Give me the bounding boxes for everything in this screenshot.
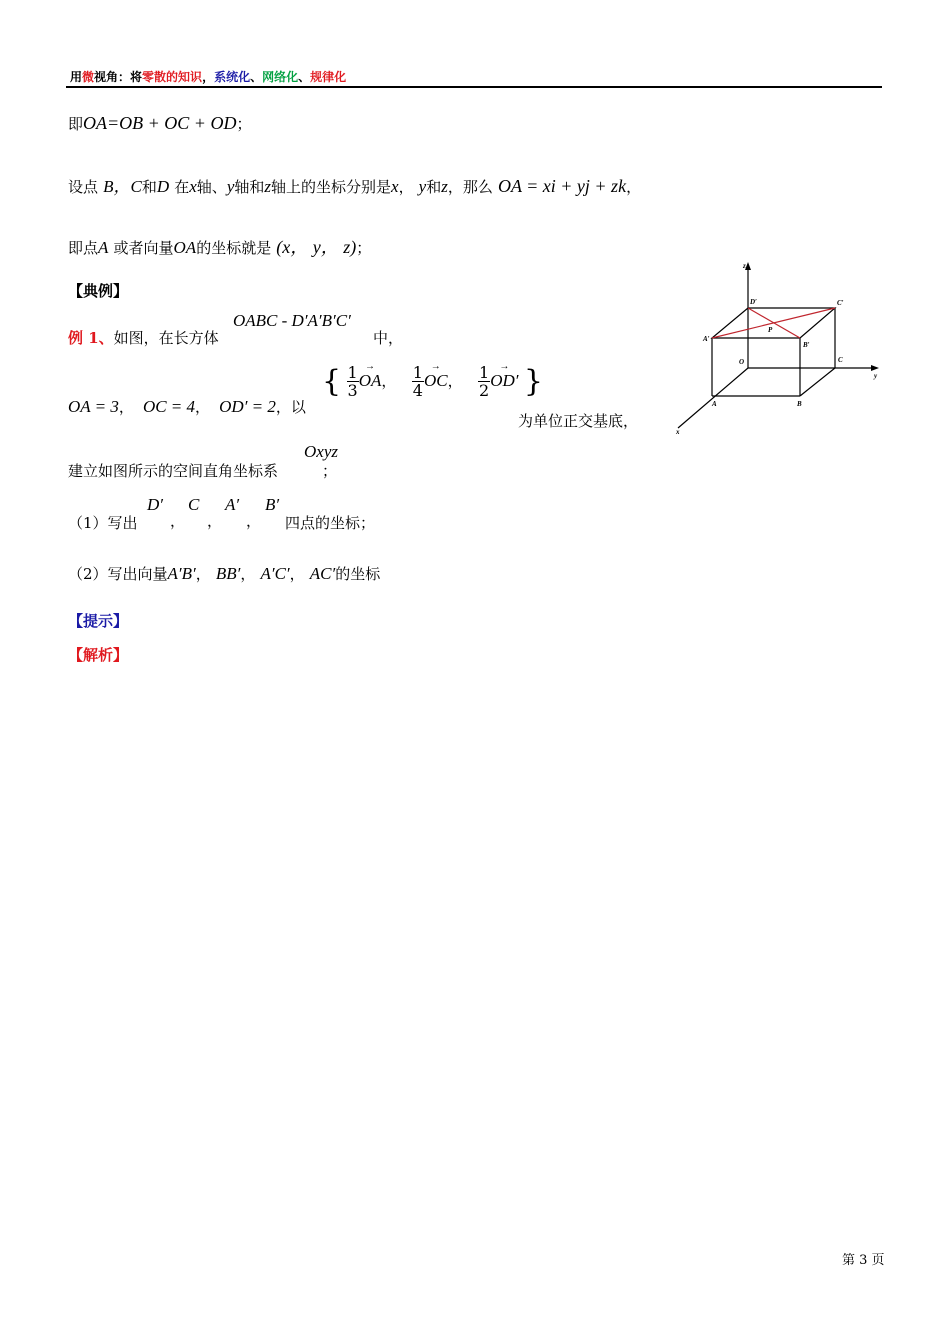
header-part: 系统化 xyxy=(214,70,251,84)
header-part: 规律化 xyxy=(310,70,347,84)
section-dianli: 【典例】 xyxy=(68,282,129,300)
text: ，那么 xyxy=(447,178,493,196)
label-P: P xyxy=(768,326,773,334)
math: z xyxy=(441,177,448,196)
numerator: 1 xyxy=(347,363,358,382)
denominator: 4 xyxy=(412,381,423,400)
text: 或者向量 xyxy=(113,239,174,257)
fraction xyxy=(347,364,359,399)
math: OA xyxy=(173,238,197,257)
q1-prefix: （1）写出 xyxy=(68,514,138,532)
y-arrow xyxy=(871,365,879,371)
math: OC = 4 xyxy=(142,397,196,416)
text: ， xyxy=(381,372,397,390)
label-Dp: D′ xyxy=(750,298,758,306)
text: 四点的坐标； xyxy=(285,514,376,532)
z-arrow xyxy=(745,262,751,270)
header-part: ， xyxy=(202,70,215,84)
label-Cp: C′ xyxy=(837,299,844,307)
header-part: 用 xyxy=(70,70,83,84)
denominator: 2 xyxy=(479,381,490,400)
text: ， xyxy=(447,372,463,390)
math-box-name: OABC - D′A′B′C′ xyxy=(233,311,351,330)
math-vector: → OA xyxy=(359,371,382,391)
label-y: y xyxy=(874,372,878,380)
math-vector: → OC xyxy=(424,371,448,391)
fraction xyxy=(478,364,490,399)
text: ， xyxy=(626,178,642,196)
page-header xyxy=(70,68,346,85)
math-vector-sum: OA=OB + OC + OD xyxy=(83,113,237,133)
math-vector: → OD′ xyxy=(490,371,518,391)
header-part: 零散的知识 xyxy=(142,70,203,84)
math: B′ xyxy=(265,495,280,514)
q2-line xyxy=(68,563,380,584)
math: OD′ = 2 xyxy=(219,397,276,416)
label-z: z xyxy=(743,262,746,270)
text: 即 xyxy=(68,115,84,133)
text: 的坐标 xyxy=(335,565,381,583)
text: 和 xyxy=(426,178,442,196)
line-coord-system xyxy=(68,460,337,481)
text: ， xyxy=(240,565,256,583)
math: D′ xyxy=(147,495,163,514)
label-O: O xyxy=(739,358,745,366)
math-vector: A′B′ xyxy=(167,564,196,583)
text: 轴和 xyxy=(234,178,265,196)
text: ， xyxy=(289,565,305,583)
text: ， xyxy=(246,512,262,530)
text: ； xyxy=(322,462,338,480)
header-part: 视角：将 xyxy=(94,70,143,84)
math: A xyxy=(98,238,109,257)
header-rule xyxy=(66,86,882,88)
text: 轴、 xyxy=(196,178,227,196)
fraction xyxy=(412,364,424,399)
x-axis xyxy=(678,368,748,428)
header-part: 、 xyxy=(250,70,263,84)
math: z xyxy=(264,177,271,196)
text: ， xyxy=(398,178,414,196)
text: ； xyxy=(236,115,252,133)
text: ， xyxy=(195,398,211,416)
cuboid-figure xyxy=(670,258,890,438)
page-number: 第 3 页 xyxy=(842,1253,885,1268)
header-part: 网络化 xyxy=(262,70,299,84)
math: B，C xyxy=(103,177,142,196)
text: ， xyxy=(170,512,186,530)
text: ； xyxy=(356,239,372,257)
numerator: 1 xyxy=(412,363,423,382)
math: C xyxy=(188,495,200,514)
text: 中， xyxy=(373,329,404,347)
math-vector: AC′ xyxy=(309,564,336,583)
math-oxyz: Oxyz xyxy=(304,442,338,461)
example-lengths xyxy=(68,396,306,417)
text: 的坐标就是 xyxy=(196,239,272,257)
label-x: x xyxy=(676,428,680,436)
header-part: 微 xyxy=(82,70,95,84)
label-A: A xyxy=(712,400,717,408)
text: （2）写出向量 xyxy=(68,565,168,583)
label-C: C xyxy=(838,356,843,364)
math-vector-decomposition: OA = xi + yj + zk xyxy=(497,176,627,196)
example-label xyxy=(68,327,219,348)
text: 和 xyxy=(141,178,157,196)
text: 在 xyxy=(174,178,190,196)
basis-set: { $\frac{1}{3}$ → OA， $\frac{1}{4}$ → OC， $\frac{1}{2}$ → OD′ } xyxy=(322,364,543,399)
math: A′ xyxy=(225,495,240,514)
math: y xyxy=(226,177,235,196)
math-vector: BB′ xyxy=(215,564,241,583)
section-tishi: 【提示】 xyxy=(68,612,129,630)
text: 设点 xyxy=(68,178,99,196)
math-coordinates: (x， y， z) xyxy=(276,237,357,257)
text: 如图，在长方体 xyxy=(113,329,219,347)
example-number: 例 1、 xyxy=(68,329,114,347)
label-Bp: B′ xyxy=(803,341,810,349)
line-3 xyxy=(68,233,371,259)
text: ， xyxy=(207,512,223,530)
label-Ap: A′ xyxy=(703,335,710,343)
math: y xyxy=(418,177,427,196)
line-2 xyxy=(68,172,641,197)
text: ， xyxy=(195,565,211,583)
label-B: B xyxy=(797,400,802,408)
math: OA = 3 xyxy=(68,397,119,416)
text: ， xyxy=(118,398,134,416)
header-part: 、 xyxy=(298,70,311,84)
denominator: 3 xyxy=(347,381,358,400)
edge xyxy=(800,368,835,396)
section-jiexi: 【解析】 xyxy=(68,646,129,664)
math: x xyxy=(189,177,197,196)
text: 建立如图所示的空间直角坐标系 xyxy=(68,462,279,480)
math: D xyxy=(156,177,170,196)
text: 即点 xyxy=(68,239,99,257)
line-1 xyxy=(68,113,251,134)
math: x xyxy=(391,177,399,196)
text: 轴上的坐标分别是 xyxy=(271,178,392,196)
numerator: 1 xyxy=(479,363,490,382)
text: 为单位正交基底， xyxy=(518,412,639,430)
math-vector: A′C′ xyxy=(260,564,290,583)
text: ，以 xyxy=(275,398,306,416)
